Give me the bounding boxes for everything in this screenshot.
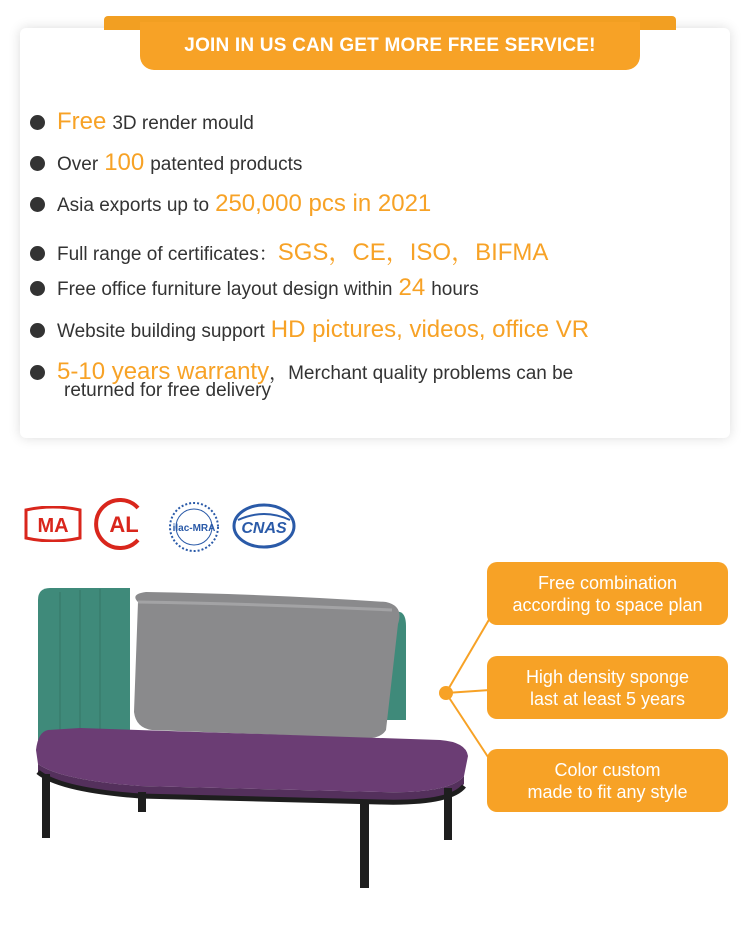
feature-item: [30, 316, 589, 344]
feature-text: Website building support: [57, 321, 265, 342]
cnas-logo-text: CNAS: [241, 520, 287, 537]
sofa-back-panel-left: [38, 588, 130, 740]
bullet-icon: [30, 365, 45, 380]
ilac-mra-logo: [166, 500, 222, 554]
feature-highlight: SGS，CE，ISO，BIFMA: [277, 239, 549, 266]
bullet-icon: [30, 281, 45, 296]
sofa-leg: [444, 788, 452, 840]
feature-highlight: 24: [398, 274, 426, 301]
cma-logo: [22, 506, 84, 542]
callout-line1: High density sponge: [525, 666, 690, 687]
feature-text: hours: [431, 279, 479, 300]
bullet-icon: [30, 323, 45, 338]
feature-highlight: HD pictures, videos, office VR: [270, 316, 590, 343]
sofa-leg: [42, 774, 50, 838]
sofa-back-cushion: [134, 592, 400, 738]
bullet-icon: [30, 246, 45, 261]
sofa-leg: [360, 802, 369, 888]
bullet-icon: [30, 197, 45, 212]
feature-text: patented products: [150, 154, 303, 175]
cal-logo: [92, 496, 152, 552]
callout-line2: made to fit any style: [527, 781, 688, 802]
callout-line2: last at least 5 years: [529, 688, 686, 709]
feature-text: Over: [57, 154, 99, 175]
connector-dot: [439, 686, 453, 700]
cal-logo-text: AL: [109, 512, 139, 537]
feature-item: [30, 190, 431, 218]
callout-line2: according to space plan: [512, 594, 703, 615]
feature-text: Asia exports up to: [57, 195, 210, 216]
bullet-icon: [30, 156, 45, 171]
feature-highlight: Free: [57, 108, 107, 135]
callout-color: [487, 749, 728, 812]
feature-text: ，Merchant quality problems can be: [269, 363, 574, 384]
cma-logo-text: MA: [37, 515, 69, 537]
feature-item: [30, 108, 254, 136]
cnas-logo: [232, 502, 296, 550]
banner-text: JOIN IN US CAN GET MORE FREE SERVICE!: [184, 35, 596, 56]
feature-text: Full range of certificates：: [57, 244, 278, 265]
ilac-mra-logo-text: ilac-MRA: [172, 523, 216, 534]
feature-highlight: 100: [104, 149, 145, 176]
callout-sponge: [487, 656, 728, 719]
bullet-icon: [30, 115, 45, 130]
sofa-leg: [138, 792, 146, 812]
promo-banner: [140, 22, 640, 70]
callout-combination: [487, 562, 728, 625]
feature-highlight: 250,000 pcs in 2021: [215, 190, 432, 217]
sofa-image: [20, 580, 480, 900]
callout-line1: Color custom: [554, 759, 661, 780]
feature-text: 3D render mould: [112, 113, 254, 134]
feature-highlight: 5-10 years warranty: [57, 358, 270, 385]
feature-item: [30, 149, 302, 177]
feature-text-line2: returned for free delivery: [64, 380, 271, 401]
feature-item: [30, 274, 479, 302]
feature-item: [30, 232, 548, 267]
feature-text: Free office furniture layout design within: [57, 279, 393, 300]
callout-line1: Free combination: [537, 572, 678, 593]
